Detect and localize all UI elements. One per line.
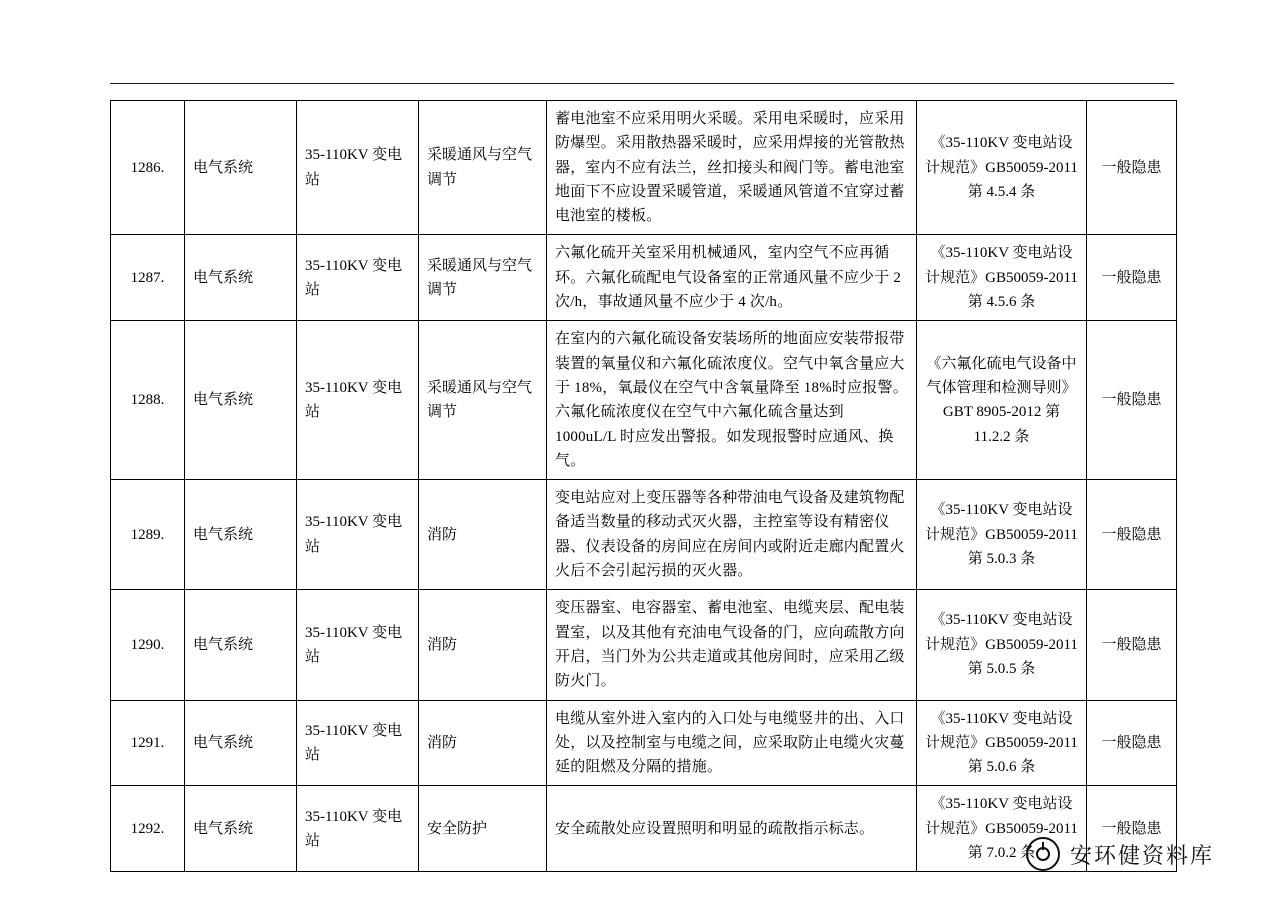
table-row (111, 101, 1177, 235)
row-category: 安全防护 (419, 786, 547, 872)
table-row (111, 235, 1177, 321)
row-reference: 《35-110KV 变电站设计规范》GB50059-2011 第 7.0.2 条 (917, 786, 1087, 872)
row-reference: 《35-110KV 变电站设计规范》GB50059-2011 第 5.0.5 条 (917, 590, 1087, 700)
row-description: 六氟化硫开关室采用机械通风，室内空气不应再循环。六氟化硫配电气设备室的正常通风量不应少于 2 次/h，事故通风量不应少于 4 次/h。 (547, 235, 917, 321)
row-index: 1290. (111, 590, 185, 700)
row-category: 采暖通风与空气调节 (419, 101, 547, 235)
row-index: 1292. (111, 786, 185, 872)
row-system: 电气系统 (185, 235, 297, 321)
row-object: 35-110KV 变电站 (297, 786, 419, 872)
row-description: 电缆从室外进入室内的入口处与电缆竖井的出、入口处，以及控制室与电缆之间，应采取防止电缆火灾蔓延的阻燃及分隔的措施。 (547, 700, 917, 786)
row-level: 一般隐患 (1087, 700, 1177, 786)
footer-watermark (1026, 837, 1214, 871)
row-object: 35-110KV 变电站 (297, 101, 419, 235)
row-description: 蓄电池室不应采用明火采暖。采用电采暖时，应采用防爆型。采用散热器采暖时，应采用焊接的光管散热器，室内不应有法兰，丝扣接头和阀门等。蓄电池室地面下不应设置采暖管道，采暖通风管道不宜穿过蓄电池室的楼板。 (547, 101, 917, 235)
row-category: 采暖通风与空气调节 (419, 321, 547, 480)
row-level: 一般隐患 (1087, 101, 1177, 235)
row-reference: 《35-110KV 变电站设计规范》GB50059-2011 第 4.5.6 条 (917, 235, 1087, 321)
row-level: 一般隐患 (1087, 480, 1177, 590)
row-reference: 《35-110KV 变电站设计规范》GB50059-2011 第 4.5.4 条 (917, 101, 1087, 235)
row-description: 安全疏散处应设置照明和明显的疏散指示标志。 (547, 786, 917, 872)
row-level: 一般隐患 (1087, 590, 1177, 700)
row-category: 消防 (419, 590, 547, 700)
row-object: 35-110KV 变电站 (297, 480, 419, 590)
row-reference: 《35-110KV 变电站设计规范》GB50059-2011 第 5.0.3 条 (917, 480, 1087, 590)
row-index: 1288. (111, 321, 185, 480)
row-object: 35-110KV 变电站 (297, 590, 419, 700)
row-index: 1287. (111, 235, 185, 321)
row-system: 电气系统 (185, 101, 297, 235)
table-row (111, 590, 1177, 700)
row-description: 在室内的六氟化硫设备安装场所的地面应安装带报带装置的氧量仪和六氟化硫浓度仪。空气中氧含量应大于 18%，氧最仪在空气中含氧量降至 18%时应报警。六氟化硫浓度仪在空气中六氟化硫含量达到 1000uL/L 时应发出警报。如发现报警时应通风、换气。 (547, 321, 917, 480)
row-system: 电气系统 (185, 321, 297, 480)
row-system: 电气系统 (185, 590, 297, 700)
row-object: 35-110KV 变电站 (297, 321, 419, 480)
hazard-table (110, 100, 1177, 872)
table-row (111, 700, 1177, 786)
row-index: 1291. (111, 700, 185, 786)
table-row (111, 480, 1177, 590)
row-reference: 《六氟化硫电气设备中气体管理和检测导则》GBT 8905-2012 第 11.2.2 条 (917, 321, 1087, 480)
row-index: 1289. (111, 480, 185, 590)
row-level: 一般隐患 (1087, 321, 1177, 480)
row-reference: 《35-110KV 变电站设计规范》GB50059-2011 第 5.0.6 条 (917, 700, 1087, 786)
row-level: 一般隐患 (1087, 235, 1177, 321)
row-category: 采暖通风与空气调节 (419, 235, 547, 321)
hazard-table-container (110, 100, 1176, 872)
table-row (111, 321, 1177, 480)
row-category: 消防 (419, 480, 547, 590)
row-object: 35-110KV 变电站 (297, 235, 419, 321)
row-index: 1286. (111, 101, 185, 235)
row-level: 一般隐患 (1087, 786, 1177, 872)
watermark-label: 安环健资料库 (1069, 842, 1214, 868)
row-category: 消防 (419, 700, 547, 786)
row-description: 变压器室、电容器室、蓄电池室、电缆夹层、配电装置室，以及其他有充油电气设备的门，应向疏散方向开启，当门外为公共走道或其他房间时，应采用乙级防火门。 (547, 590, 917, 700)
row-system: 电气系统 (185, 700, 297, 786)
row-object: 35-110KV 变电站 (297, 700, 419, 786)
row-system: 电气系统 (185, 480, 297, 590)
row-system: 电气系统 (185, 786, 297, 872)
row-description: 变电站应对上变压器等各种带油电气设备及建筑物配备适当数量的移动式灭火器，主控室等设有精密仪器、仪表设备的房间应在房间内或附近走廊内配置火火后不会引起污损的灭火器。 (547, 480, 917, 590)
magnifier-circle-icon (1026, 837, 1060, 871)
table-row (111, 786, 1177, 872)
header-rule (110, 83, 1174, 84)
